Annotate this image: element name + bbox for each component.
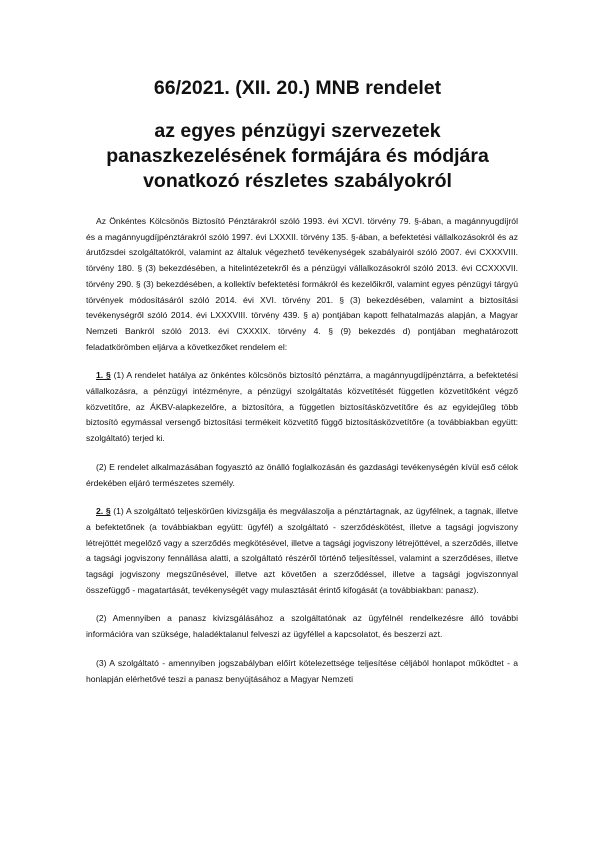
section-paragraph — [86, 368, 518, 447]
subtitle-line: panaszkezelésének formájára és módjára — [106, 145, 489, 167]
section-mark: 1. § — [96, 370, 111, 381]
subtitle-line: az egyes pénzügyi szervezetek — [154, 120, 441, 142]
subtitle-line: vonatkozó részletes szabályokról — [143, 170, 452, 192]
section-paragraph — [86, 611, 518, 642]
preamble-paragraph: Az Önkéntes Kölcsönös Biztosító Pénztárakról szóló 1993. évi XCVI. törvény 79. §-ában, a magánnyugdíjról és a magánnyugdíjpénztárakról szóló 1997. évi LXXXII. törvény 135. §-ában, a befektetési vállalkozásokról és az árutőzsdei szolgáltatókról, valamint az általuk végezhető tevékenységek szabályairól szóló 2007. évi CXXXVIII. törvény 180. § (3) bekezdésében, a hitelintézetekről és a pénzügyi vállalkozásokról szóló 2013. évi CCXXXVII. törvény 290. § (3) bekezdésében, a kollektív befektetési formákról és kezelőikről, valamint egyes pénzügyi tárgyú törvények módosításáról szóló 2014. évi XVI. törvény 201. § (3) bekezdésében, valamint a biztosítási tevékenységről szóló 2014. évi LXXXVIII. törvény 439. § a) pontjában kapott felhatalmazás alapján, a Magyar Nemzeti Bankról szóló 2013. évi CXXXIX. törvény 4. § (9) bekezdés d) pontjában meghatározott feladatkörömben eljárva a következőket rendelem el: — [86, 216, 518, 352]
paragraph-text: (2) E rendelet alkalmazásában fogyasztó az önálló foglalkozásán és gazdasági tevékenységén kívül eső célok érdekében eljáró természetes személy. — [86, 461, 518, 488]
section-paragraph — [86, 460, 518, 491]
paragraph-text: (3) A szolgáltató - amennyiben jogszabályban előírt kötelezettsége teljesítése céljából honlapot működtet - a honlapján elérhetővé teszi a panasz benyújtásához a Magyar Nemzeti — [86, 657, 518, 684]
document-body — [86, 214, 518, 700]
paragraph-text: (2) Amennyiben a panasz kivizsgálásához a szolgáltatónak az ügyfélnél rendelkezésre álló további információra van szüksége, haladéktalanul felveszi az ügyféllel a kapcsolatot, és beszerzi azt. — [86, 613, 518, 640]
section-mark: 2. § — [96, 506, 111, 517]
paragraph-text: (1) A szolgáltató teljeskörűen kivizsgálja és megválaszolja a pénztártagnak, az ügyfélnek, a tagnak, illetve a befektetőnek (a továbbiakban együtt: ügyfél) a szolgáltató - szerződéskötést, illetve a tagsági jogviszony létrejöttét megelőző vagy a szerződés megkötésével, illetve a tagsági jogviszony létrejöttével, a szerződés, illetve a tagsági jogviszony fennállása alatti, a szolgáltató részéről történő teljesítéssel, valamint a szerződéses, illetve tagsági jogviszony megszűnésével, illetve azt követően a szerződéssel, illetve a tagsági jogviszonnyal összefüggő - magatartását, tevékenységét vagy mulasztását érintő kifogását (a továbbiakban: panasz). — [86, 506, 518, 595]
section-paragraph — [86, 656, 518, 687]
document-subtitle — [0, 119, 595, 194]
paragraph-text: (1) A rendelet hatálya az önkéntes kölcsönös biztosító pénztárra, a magánnyugdíjpénztárra, a befektetési vállalkozásra, a pénzügyi intézményre, a pénzügyi szolgáltatás közvetítését független közvetítőként végző közvetítőre, az ÁKBV-alapkezelőre, a biztosítóra, a független biztosításközvetítőre és az egyidejűleg több biztosító egymással versengő biztosítási termékeit közvetítő függő biztosításközvetítőre (a továbbiakban együtt: szolgáltató) terjed ki. — [86, 370, 518, 444]
section-paragraph — [86, 504, 518, 598]
document-title: 66/2021. (XII. 20.) MNB rendelet — [153, 77, 442, 99]
